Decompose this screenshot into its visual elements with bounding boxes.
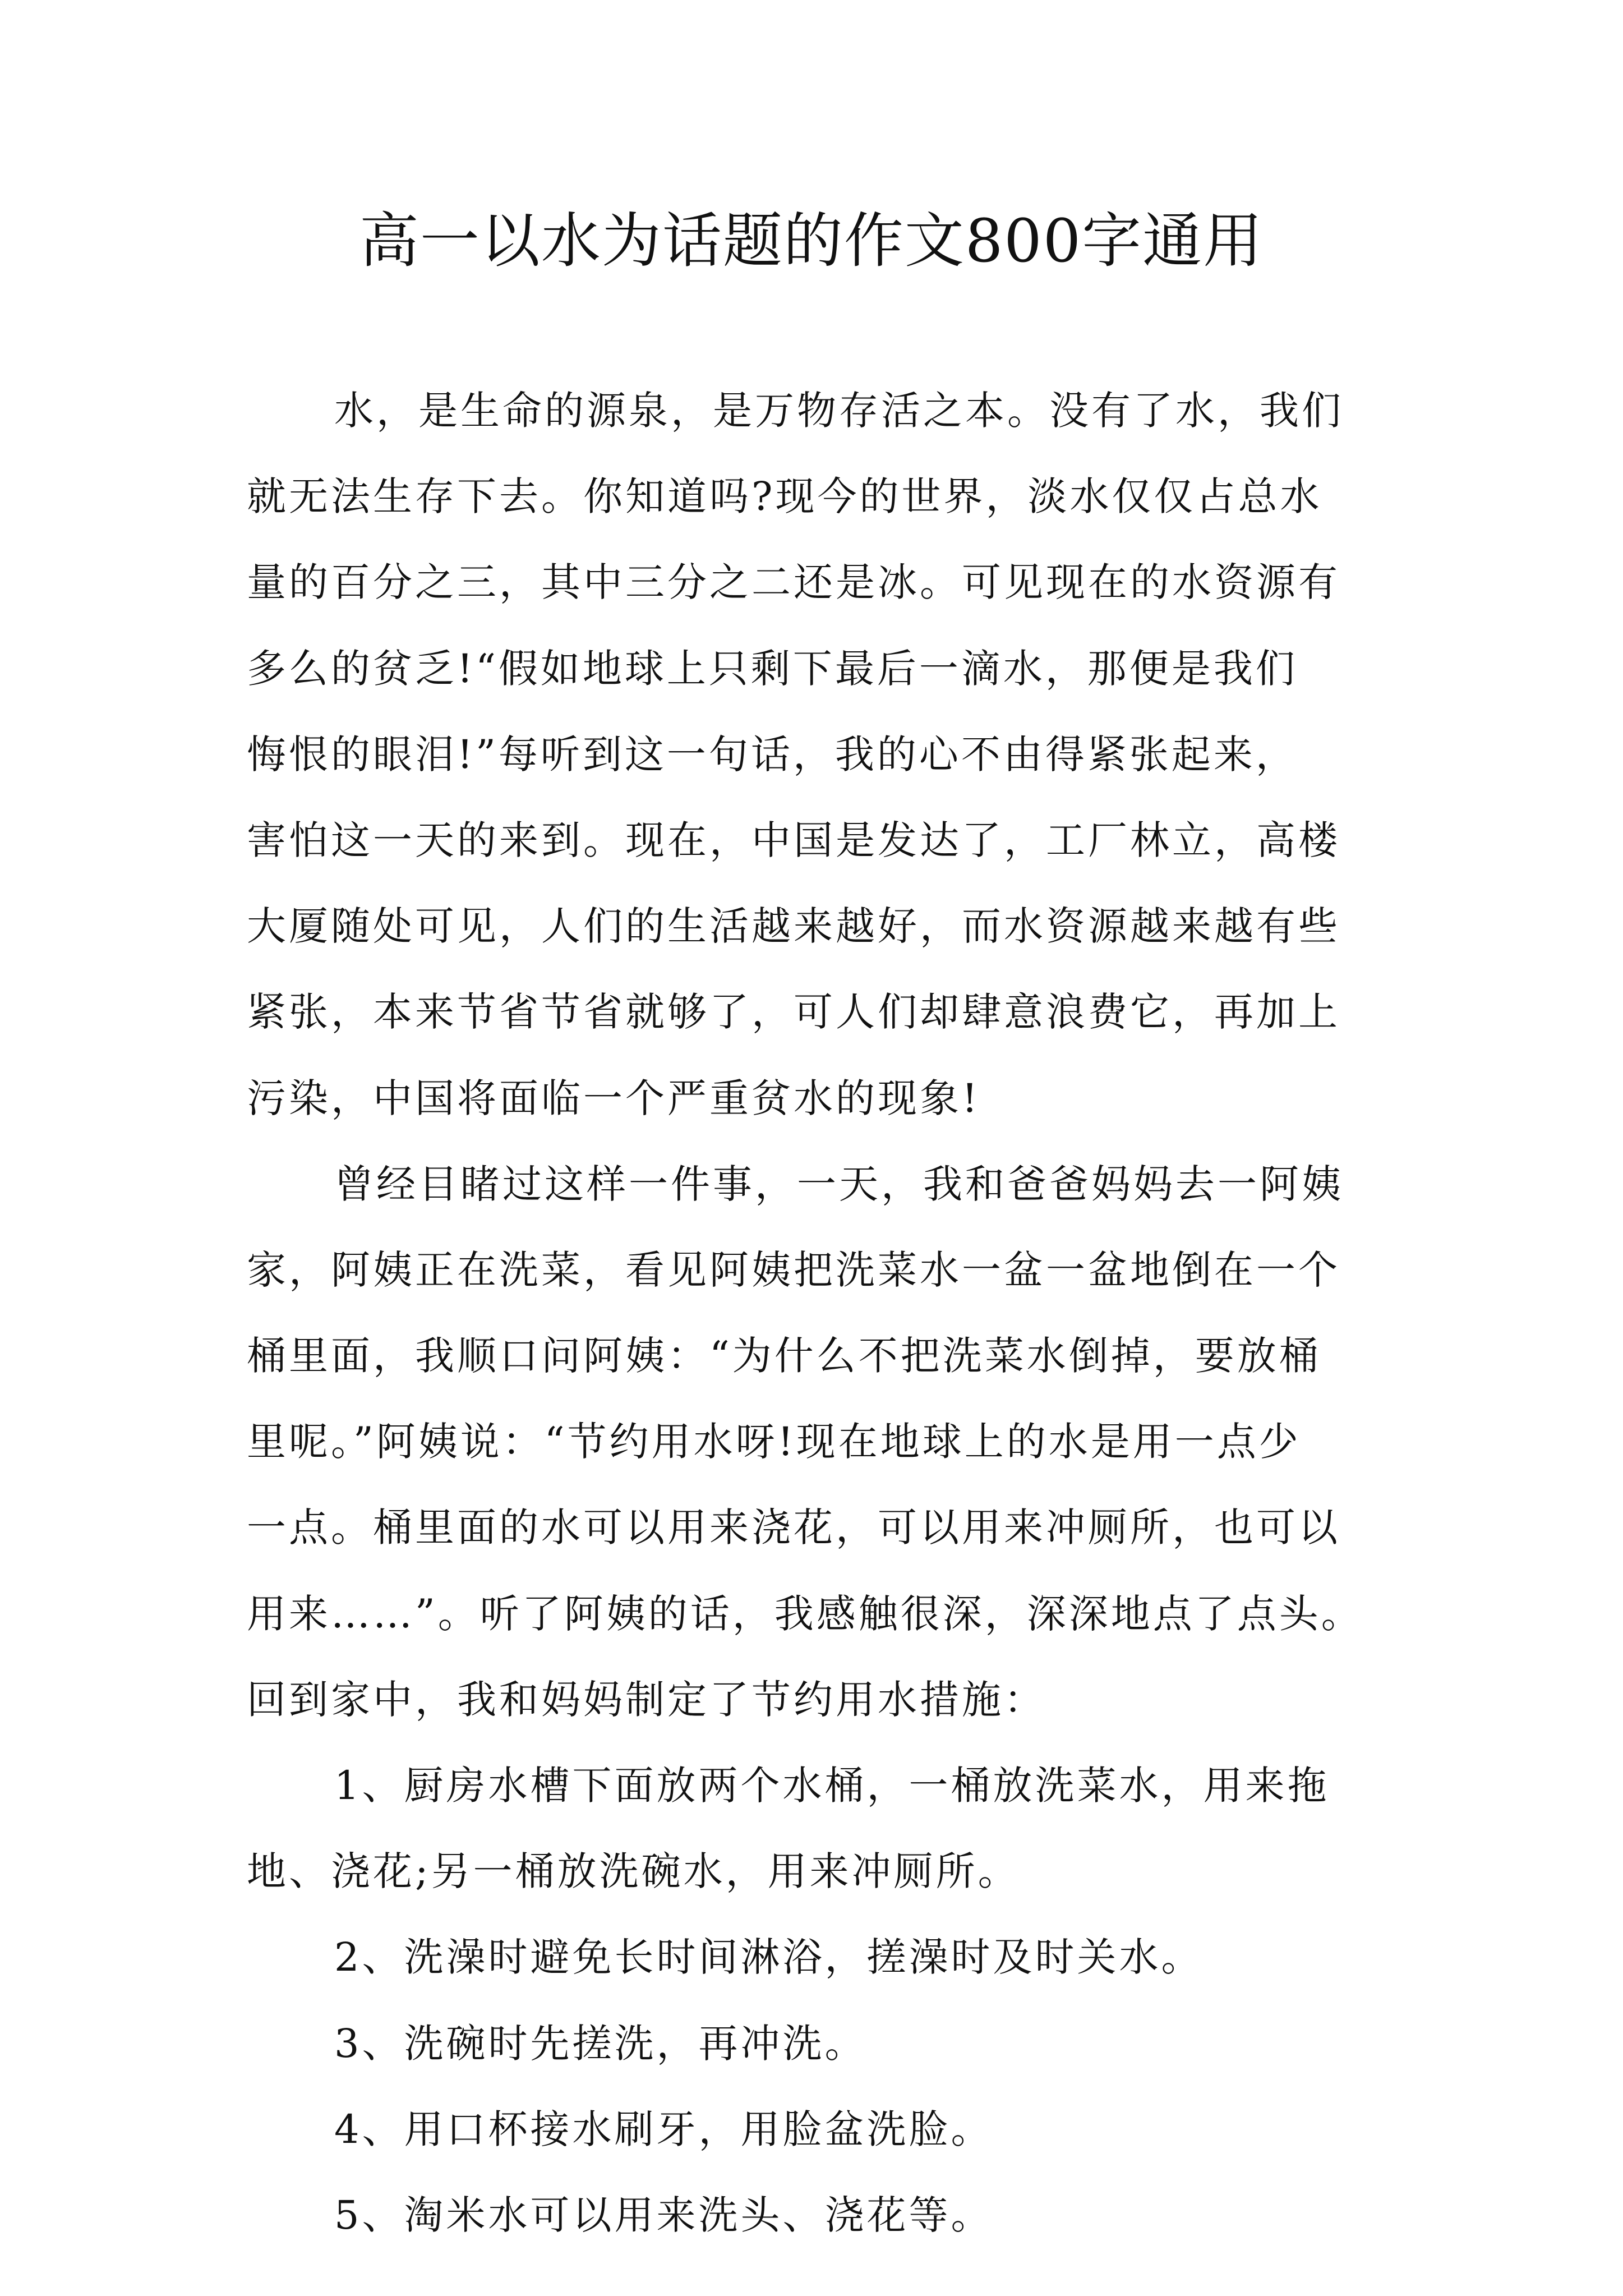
paragraph	[247, 1142, 1458, 1743]
document-body	[247, 368, 1458, 2258]
paragraph-line: 害怕这一天的来到。现在，中国是发达了，工厂林立，高楼	[247, 817, 1340, 863]
paragraph-line: 桶里面，我顺口问阿姨：“为什么不把洗菜水倒掉，要放桶	[247, 1333, 1321, 1379]
paragraph-line: 悔恨的眼泪!”每听到这一句话，我的心不由得紧张起来，	[247, 731, 1298, 777]
list-item	[247, 2173, 1458, 2258]
paragraph-line: 紧张，本来节省节省就够了，可人们却肆意浪费它，再加上	[247, 989, 1340, 1036]
list-item	[247, 2001, 1458, 2087]
paragraph-line: 家，阿姨正在洗菜，看见阿姨把洗菜水一盆一盆地倒在一个	[247, 1246, 1340, 1293]
list-item-line: 5、淘米水可以用来洗头、浇花等。	[334, 2192, 993, 2238]
paragraph-line: 回到家中，我和妈妈制定了节约用水措施：	[247, 1676, 1046, 1723]
list-item-line: 4、用口杯接水刷牙，用脸盆洗脸。	[334, 2106, 993, 2152]
list-item-line: 地、浇花;另一桶放洗碗水，用来冲厕所。	[247, 1848, 1020, 1895]
paragraph-line: 水，是生命的源泉，是万物存活之本。没有了水，我们	[334, 388, 1344, 434]
paragraph	[247, 368, 1458, 1142]
list-item	[247, 1915, 1458, 2000]
paragraph-line: 多么的贫乏!“假如地球上只剩下最后一滴水，那便是我们	[247, 645, 1298, 692]
list-item-line: 3、洗碗时先搓洗，再冲洗。	[334, 2020, 867, 2067]
list-item	[247, 2087, 1458, 2173]
paragraph-line: 里呢。”阿姨说：“节约用水呀!现在地球上的水是用一点少	[247, 1419, 1301, 1465]
paragraph-line: 就无法生存下去。你知道吗?现今的世界，淡水仅仅占总水	[247, 473, 1322, 520]
paragraph-line: 用来……”。听了阿姨的话，我感触很深，深深地点了点头。	[247, 1590, 1363, 1637]
paragraph-line: 曾经目睹过这样一件事，一天，我和爸爸妈妈去一阿姨	[334, 1161, 1344, 1207]
paragraph-line: 一点。桶里面的水可以用来浇花，可以用来冲厕所，也可以	[247, 1504, 1340, 1551]
list-item	[247, 1743, 1458, 1915]
list-item-line: 1、厨房水槽下面放两个水桶，一桶放洗菜水，用来拖	[334, 1763, 1330, 1809]
paragraph-line: 量的百分之三，其中三分之二还是冰。可见现在的水资源有	[247, 559, 1340, 606]
paragraph-line: 大厦随处可见，人们的生活越来越好，而水资源越来越有些	[247, 903, 1340, 950]
document-title: 高一以水为话题的作文800字通用	[359, 206, 1264, 275]
paragraph-line: 污染，中国将面临一个严重贫水的现象!	[247, 1075, 981, 1121]
list-item-line: 2、洗澡时避免长时间淋浴，搓澡时及时关水。	[334, 1934, 1204, 1981]
